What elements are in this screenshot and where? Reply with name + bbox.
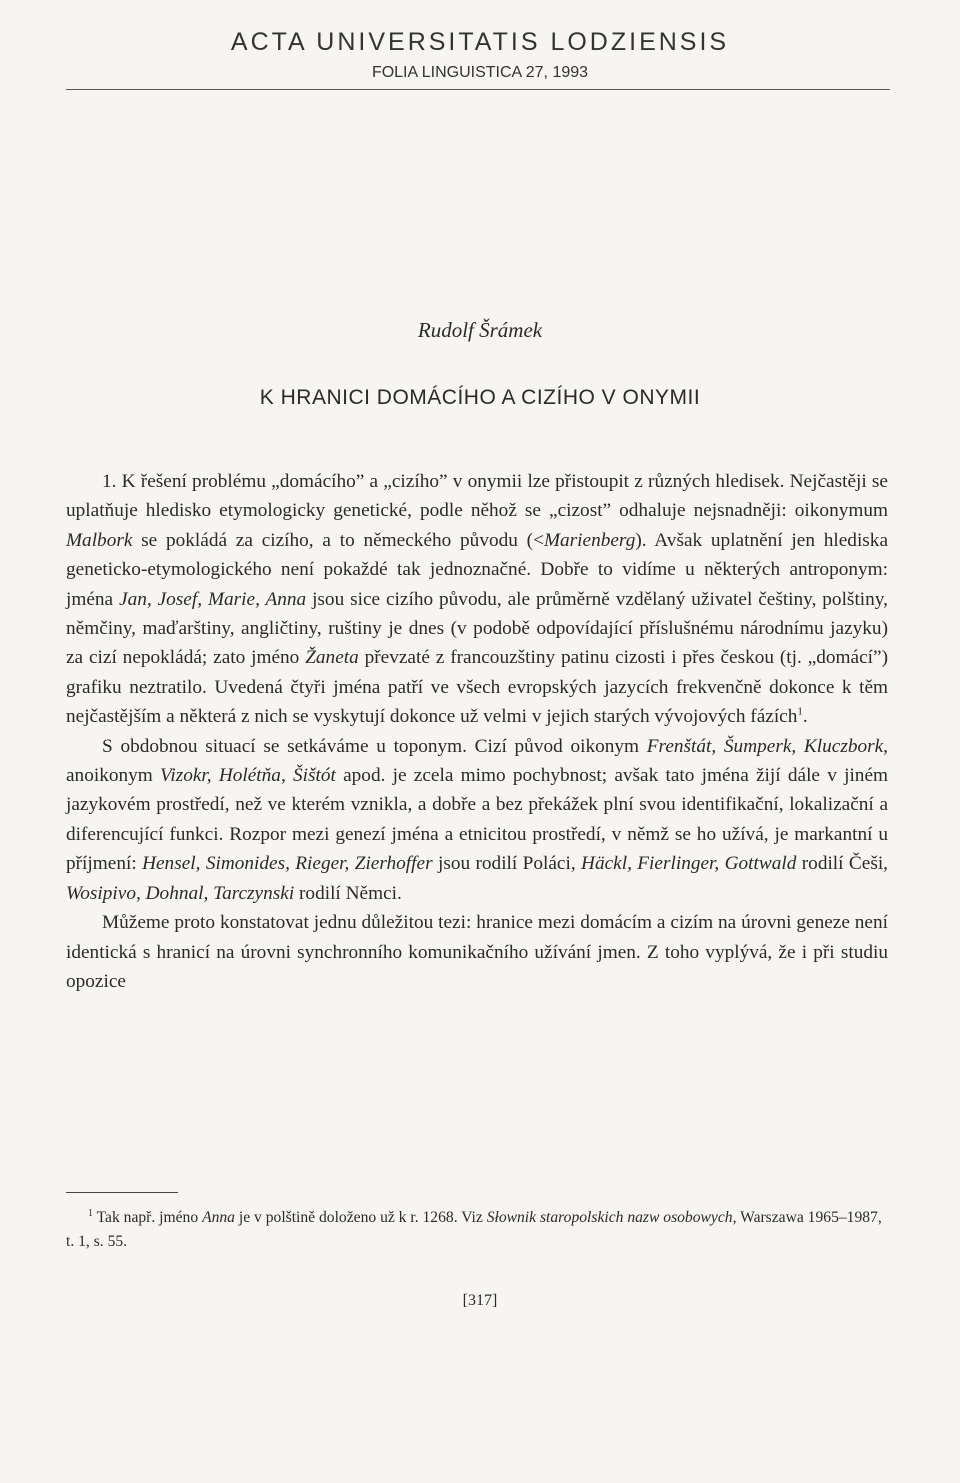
text-run: Můžeme proto konstatovat jednu důležitou tezi: hranice mezi domácím a cizím na úrovni geneze není identická s hranicí na úrovni synchronního komunikačního užívání jmen. Z toho vyplývá, že i při studiu opozice: [66, 912, 888, 992]
header-rule: [66, 89, 890, 90]
text-run: jsou rodilí Poláci,: [432, 853, 582, 875]
text-run: 1. K řešení problému „domácího” a „cizího” v onymii lze přistoupit z různých hledisek. Nejčastěji se uplatňuje hledisko etymologicky genetické, podle něhož se „cizost” odhaluje nejsnadněji: oikonymum: [66, 471, 888, 522]
journal-title: ACTA UNIVERSITATIS LODZIENSIS: [230, 28, 730, 56]
paragraph: [66, 732, 888, 908]
italic-term: Hensel, Simonides, Rieger, Zierhoffer: [142, 853, 433, 875]
italic-term: Wosipivo, Dohnal, Tarczynski: [66, 882, 295, 904]
italic-term: Žaneta: [305, 647, 359, 669]
italic-term: Häckl, Fierlinger, Gottwald: [581, 853, 797, 875]
text-run: apod. je zcela mimo pochybnost; avšak tato jména žijí dále v jiném jazykovém prostředí, než ve kterém vznikla, a dobře a bez překážek plní svou identifikační, lokalizační a diferencující funkci. Rozpor mezi genezí jména a etnicitou prostředí, v němž se ho užívá, je markantní u příjmení:: [66, 765, 889, 875]
text-run: převzaté z francouzštiny patinu cizosti i přes českou (tj. „domácí”) grafiku neztratilo. Uvedená čtyři jména patří ve všech evropských jazycích frekvenčně dokonce k těm nejčastějším a některá z nich se vyskytují dokonce už velmi v jejich starých vývojových fázích: [66, 647, 888, 728]
paragraph: [66, 467, 888, 732]
italic-term: Anna: [202, 1209, 235, 1226]
italic-term: Jan, Josef, Marie, Anna: [119, 588, 307, 610]
italic-term: Vizokr, Holétňa, Šištót: [160, 765, 336, 787]
text-run: je v polštině doloženo už k r. 1268. Viz: [234, 1209, 487, 1226]
article-body: [66, 467, 888, 996]
footnote: [66, 1206, 888, 1254]
text-run: ). Avšak uplatnění jen hlediska geneticko-etymologického není pokaždé tak jednoznačné. Dobře to vidíme u některých antroponym: jména: [66, 529, 889, 610]
text-run: anoikonym: [66, 765, 160, 787]
journal-series: FOLIA LINGUISTICA 27, 1993: [371, 64, 589, 81]
text-run: jsou sice cizího původu, ale průměrně vzdělaný uživatel češtiny, polštiny, němčiny, maďarštiny, angličtiny, ruštiny je dnes (v podobě odpovídající příslušnému národnímu jazyku) za cizí nepokládá; zato jméno: [66, 588, 889, 669]
footnote-rule: [66, 1192, 178, 1193]
text-run: rodilí Němci.: [294, 882, 402, 904]
article-title: K HRANICI DOMÁCÍHO A CIZÍHO V ONYMII: [259, 386, 701, 409]
footnote-marker: 1: [88, 1207, 93, 1219]
italic-term: Malbork: [66, 529, 133, 551]
text-run: S obdobnou situací se setkáváme u toponym. Cizí původ oikonym: [102, 735, 647, 757]
text-run: .: [802, 706, 808, 728]
text-run: Tak např. jméno: [93, 1209, 203, 1226]
text-run: se pokládá za cizího, a to německého původu (<: [132, 529, 544, 551]
text-run: Warszawa 1965–1987, t. 1, s. 55.: [66, 1209, 882, 1250]
italic-term: Słownik staropolskich nazw osobowych,: [486, 1209, 737, 1226]
paragraph: [66, 908, 888, 996]
footnote-marker: 1: [797, 705, 803, 718]
page-number: [317]: [462, 1292, 498, 1309]
article-author: Rudolf Šrámek: [417, 318, 543, 342]
text-run: rodilí Češi,: [796, 853, 889, 875]
italic-term: Frenštát, Šumperk, Kluczbork,: [646, 735, 889, 757]
italic-term: Marienberg: [543, 529, 636, 551]
